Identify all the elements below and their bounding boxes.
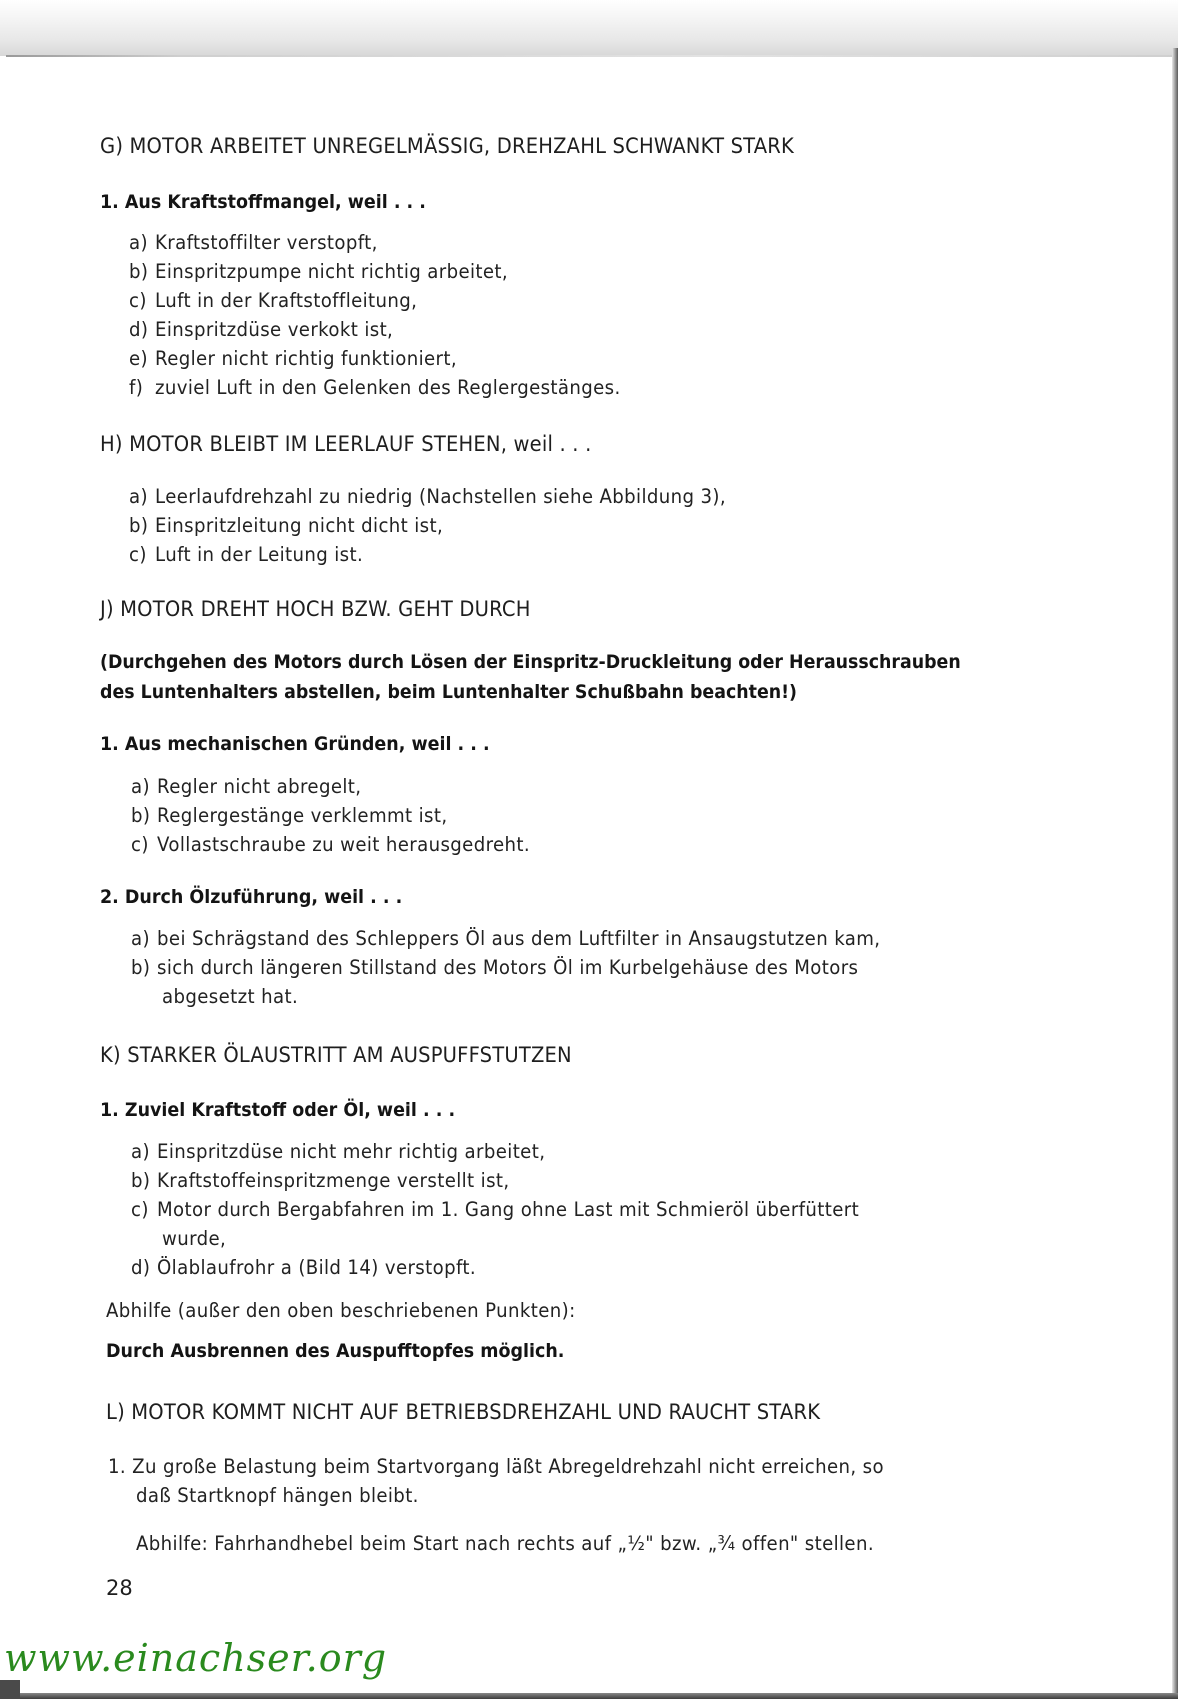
item-label: c) [131,833,149,856]
list-item [129,318,393,341]
page-number: 28 [106,1576,133,1600]
list-item-continuation: wurde, [162,1227,227,1250]
list-item [131,804,448,827]
list-item [129,231,378,254]
item-label: c) [129,289,147,312]
subsection-title-k1: 1. Zuviel Kraftstoff oder Öl, weil . . . [100,1099,456,1121]
item-label: a) [129,485,148,508]
item-label: e) [129,347,148,370]
item-text: Reglergestänge verklemmt ist, [157,804,448,827]
item-label: b) [131,1169,151,1192]
list-item [131,927,880,950]
list-item [131,1256,476,1279]
item-text: Regler nicht abregelt, [157,775,362,798]
item-text: Einspritzleitung nicht dicht ist, [155,514,444,537]
item-label: a) [131,927,150,950]
subsection-title-j1: 1. Aus mechanischen Gründen, weil . . . [100,733,490,755]
section-heading-k: K) STARKER ÖLAUSTRITT AM AUSPUFFSTUTZEN [100,1043,572,1067]
remedy-text-l: Abhilfe: Fahrhandhebel beim Start nach rechts auf „½" bzw. „¾ offen" stellen. [136,1532,874,1555]
item-label: a) [131,1140,150,1163]
item-label: b) [129,514,149,537]
list-item [131,1198,859,1221]
item-label: f) [129,376,144,399]
item-label: b) [131,804,151,827]
list-item [129,260,508,283]
list-item [131,1169,510,1192]
list-item [129,289,417,312]
item-text: zuviel Luft in den Gelenken des Reglergestänges. [155,376,621,399]
remedy-text: Durch Ausbrennen des Auspufftopfes möglich. [106,1340,565,1362]
list-item [129,543,363,566]
item-text: Einspritzpumpe nicht richtig arbeitet, [155,260,509,283]
list-item [129,347,457,370]
item-text: Kraftstoffilter verstopft, [155,231,378,254]
item-text: Ölablaufrohr a (Bild 14) verstopft. [157,1256,477,1279]
item-label: a) [131,775,150,798]
section-heading-g: G) MOTOR ARBEITET UNREGELMÄSSIG, DREHZAHL SCHWANKT STARK [100,134,795,158]
item-text: Luft in der Kraftstoffleitung, [155,289,418,312]
item-text: Luft in der Leitung ist. [155,543,364,566]
item-label: c) [129,543,147,566]
warning-note-line-2: des Luntenhalters abstellen, beim Luntenhalter Schußbahn beachten!) [100,681,798,703]
warning-note-line-1: (Durchgehen des Motors durch Lösen der Einspritz-Druckleitung oder Herausschrauben [100,651,961,673]
subsection-title-g1: 1. Aus Kraftstoffmangel, weil . . . [100,191,426,213]
item-text: Kraftstoffeinspritzmenge verstellt ist, [157,1169,510,1192]
item-text: Motor durch Bergabfahren im 1. Gang ohne Last mit Schmieröl überfüttert [157,1198,860,1221]
list-item-continuation: abgesetzt hat. [162,985,299,1008]
item-label: c) [131,1198,149,1221]
item-text: sich durch längeren Stillstand des Motors Öl im Kurbelgehäuse des Motors [157,956,859,979]
item-label: d) [129,318,149,341]
item-text: Regler nicht richtig funktioniert, [155,347,457,370]
remedy-intro: Abhilfe (außer den oben beschriebenen Punkten): [106,1299,576,1322]
item-text: Vollastschraube zu weit herausgedreht. [157,833,531,856]
list-item [129,485,726,508]
watermark-link[interactable]: www.einachser.org [4,1636,388,1680]
item-label: b) [131,956,151,979]
point-line-2: daß Startknopf hängen bleibt. [136,1484,419,1507]
subsection-title-j2: 2. Durch Ölzuführung, weil . . . [100,886,403,908]
list-item [131,775,361,798]
list-item [129,514,443,537]
list-item [131,956,858,979]
point-line-1: 1. Zu große Belastung beim Startvorgang läßt Abregeldrehzahl nicht erreichen, so [108,1455,884,1478]
item-label: b) [129,260,149,283]
list-item [131,833,530,856]
section-heading-j: J) MOTOR DREHT HOCH BZW. GEHT DURCH [100,597,531,621]
section-heading-l: L) MOTOR KOMMT NICHT AUF BETRIEBSDREHZAHL UND RAUCHT STARK [106,1400,821,1424]
item-text: Einspritzdüse nicht mehr richtig arbeitet, [157,1140,546,1163]
list-item [131,1140,545,1163]
list-item [129,376,621,399]
item-text: bei Schrägstand des Schleppers Öl aus dem Luftfilter in Ansaugstutzen kam, [157,927,881,950]
item-label: a) [129,231,148,254]
item-text: Einspritzdüse verkokt ist, [155,318,394,341]
item-text: Leerlaufdrehzahl zu niedrig (Nachstellen siehe Abbildung 3), [155,485,727,508]
item-label: d) [131,1256,151,1279]
section-heading-h: H) MOTOR BLEIBT IM LEERLAUF STEHEN, weil . . . [100,432,592,456]
